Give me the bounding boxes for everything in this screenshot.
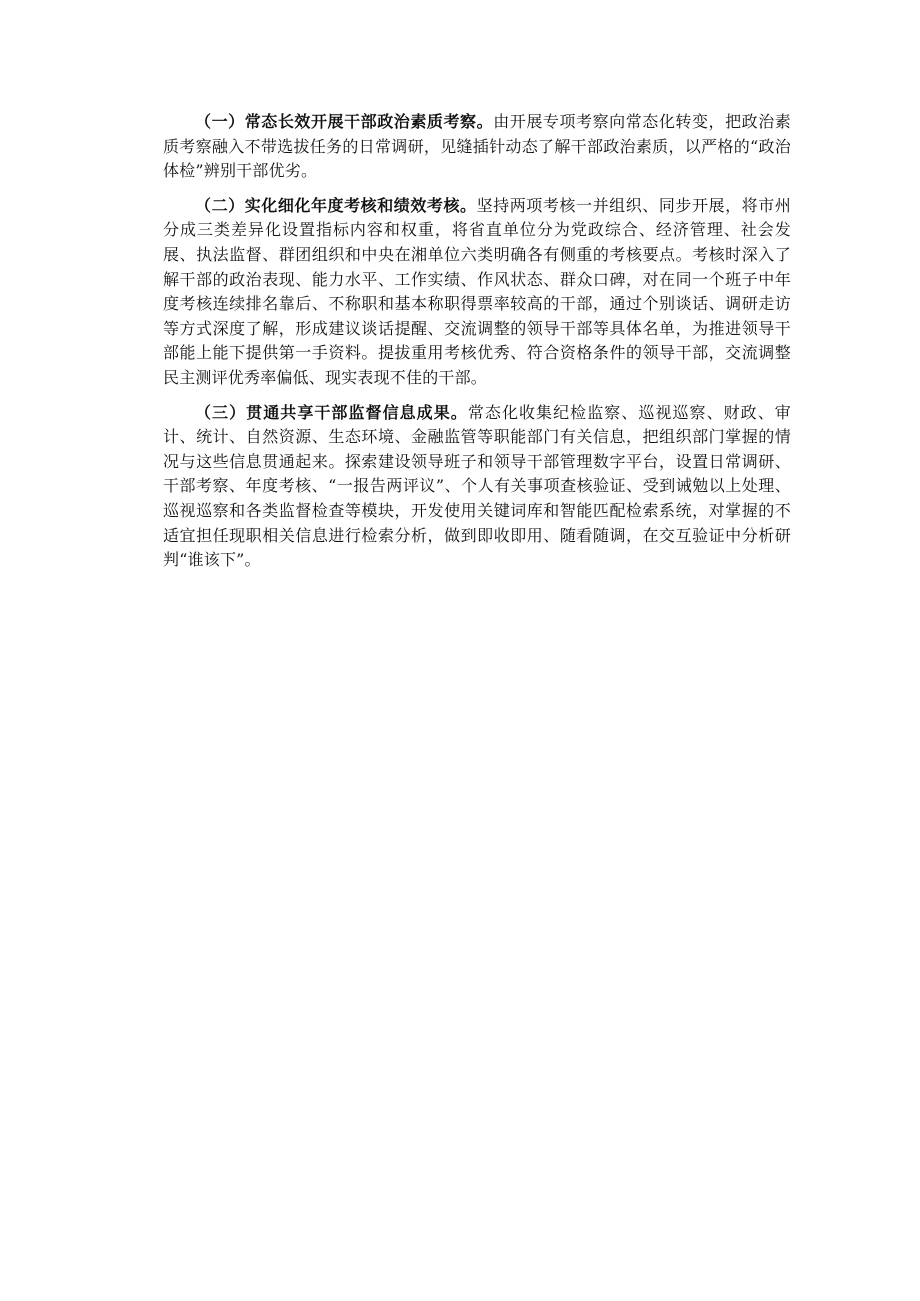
paragraph-3-heading: （三）贯通共享干部监督信息成果。 (195, 402, 468, 422)
paragraph-2 (163, 194, 791, 391)
paragraph-3 (163, 401, 791, 573)
paragraph-2-text: 坚持两项考核一并组织、同步开展，将市州分成三类差异化设置指标内容和权重，将省直单位分为党政综合、经济管理、社会发展、执法监督、群团组织和中央在湘单位六类明确各有侧重的考核要点。考核时深入了解干部的政治表现、能力水平、工作实绩、作风状态、群众口碑，对在同一个班子中年度考核连续排名靠后、不称职和基本称职得票率较高的干部，通过个别谈话、调研走访等方式深度了解，形成建议谈话提醒、交流调整的领导干部等具体名单，为推进领导干部能上能下提供第一手资料。提拔重用考核优秀、符合资格条件的领导干部，交流调整民主测评优秀率偏低、现实表现不佳的干部。 (163, 195, 791, 387)
paragraph-1-heading: （一）常态长效开展干部政治素质考察。 (195, 112, 494, 131)
document-body (163, 110, 791, 583)
paragraph-3-text: 常态化收集纪检监察、巡视巡察、财政、审计、统计、自然资源、生态环境、金融监管等职能部门有关信息，把组织部门掌握的情况与这些信息贯通起来。探索建设领导班子和领导干部管理数字平台，设置日常调研、干部考察、年度考核、“一报告两评议”、个人有关事项查核验证、受到诫勉以上处理、巡视巡察和各类监督检查等模块，开发使用关键词库和智能匹配检索系统，对掌握的不适宜担任现职相关信息进行检索分析，做到即收即用、随看随调，在交互验证中分析研判“谁该下”。 (163, 402, 791, 570)
paragraph-2-heading: （二）实化细化年度考核和绩效考核。 (195, 195, 477, 215)
paragraph-1-text: 由开展专项考察向常态化转变，把政治素质考察融入不带选拔任务的日常调研，见缝插针动态了解干部政治素质，以严格的“政治体检”辨别干部优劣。 (163, 112, 791, 181)
paragraph-1 (163, 110, 791, 184)
